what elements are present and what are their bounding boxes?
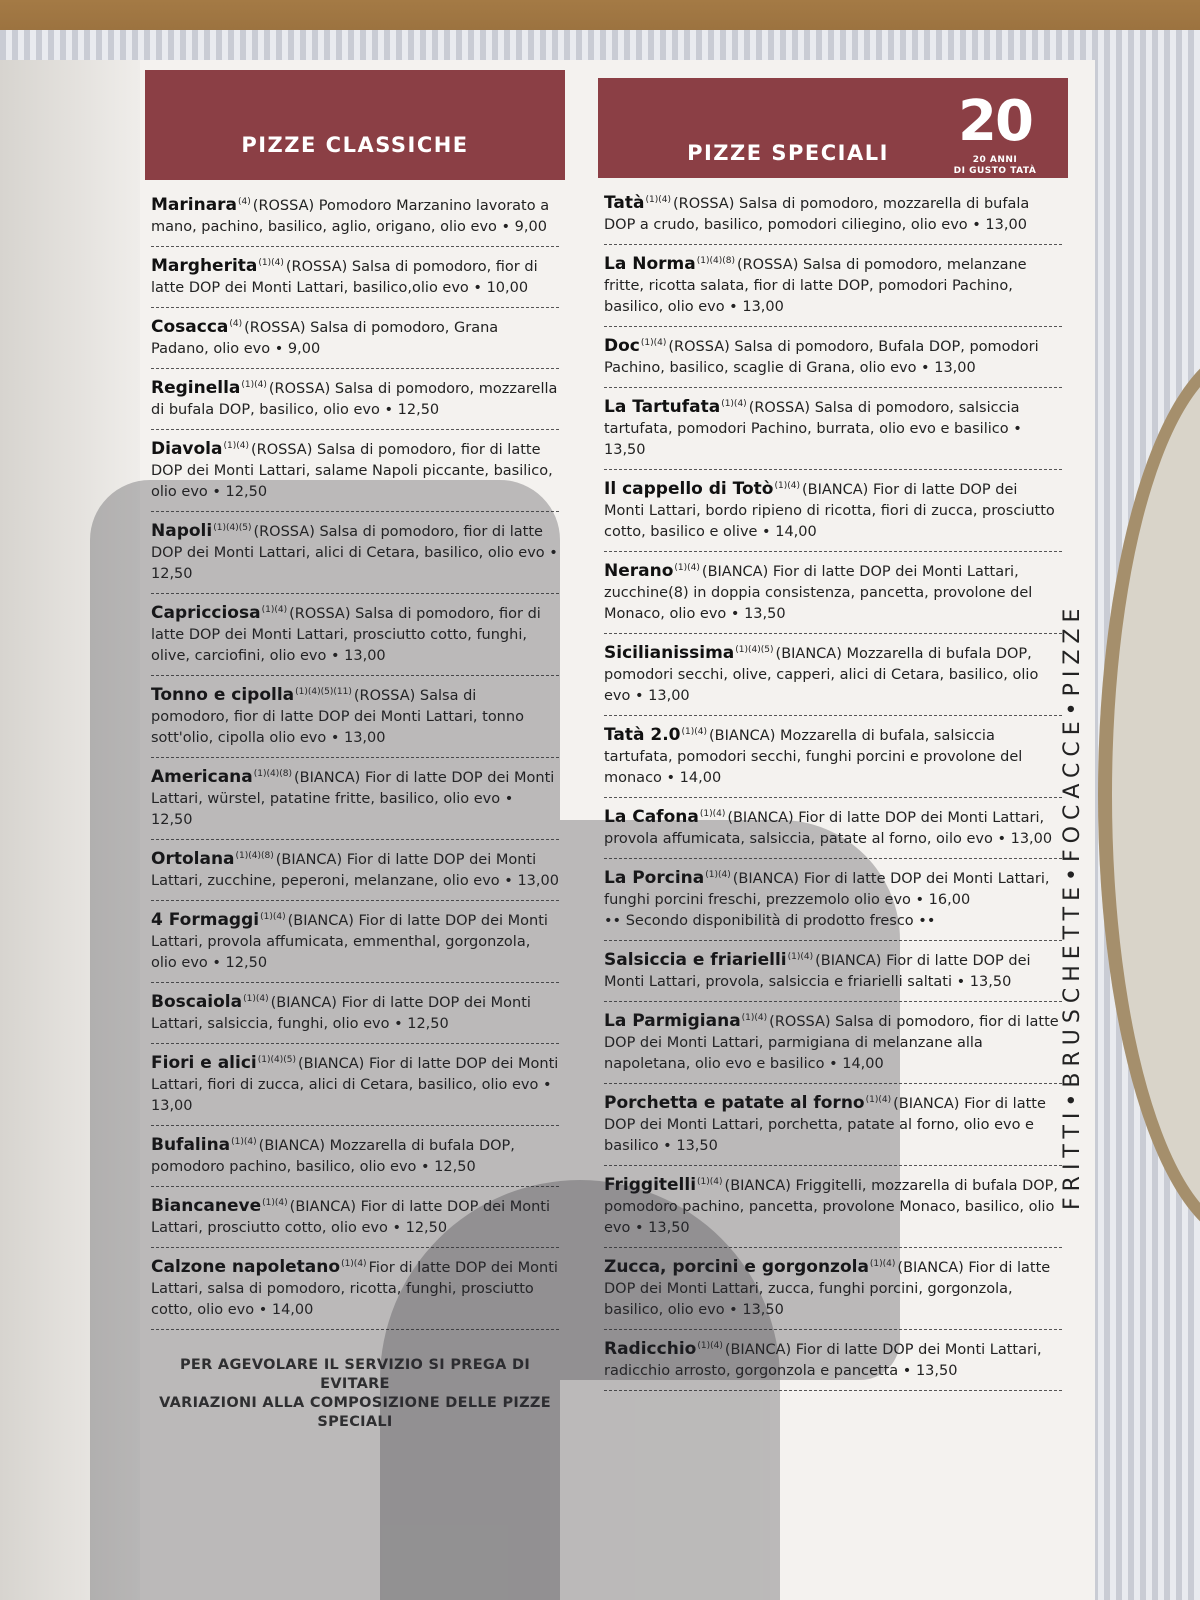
allergen-codes: (1)(4) [869,1259,896,1269]
pizza-name: Sicilianissima [604,643,735,663]
pizza-name: Calzone napoletano [151,1257,341,1277]
allergen-codes: (1)(4)(5) [735,645,774,655]
pizza-description: (ROSSA) Salsa di pomodoro, melanzane fritte, ricotta salata, fior di latte DOP, pomodori Pachino, basilico, olio evo • 13,00 [604,257,1027,315]
allergen-codes: (4) [229,319,243,329]
allergen-codes: (4) [238,197,251,207]
pizza-name: Margherita [151,256,258,276]
allergen-codes: (1)(4) [697,1341,723,1351]
pizza-description: (ROSSA) Salsa di pomodoro, fior di latte DOP dei Monti Lattari, salame Napoli piccante, basilico, olio evo • 12,50 [151,442,553,500]
pizza-name: La Porcina [604,868,705,888]
allergen-codes: (1)(4) [645,195,671,205]
allergen-codes: (1)(4) [341,1259,367,1269]
pizza-description: (BIANCA) Mozzarella di bufala, salsiccia tartufata, pomodori secchi, funghi porcini e provolone del monaco • 14,00 [604,728,1023,786]
allergen-codes: (1)(4) [697,1177,723,1187]
pizza-name: Tatà 2.0 [604,725,681,745]
allergen-codes: (1)(4) [741,1013,768,1023]
pizza-name: Reginella [151,378,241,398]
pizza-name: La Norma [604,254,696,274]
pizza-description: (ROSSA) Salsa di pomodoro, Grana Padano, olio evo • 9,00 [151,320,499,357]
pizza-name: Bufalina [151,1135,231,1155]
special-pizzas-band [598,78,1068,178]
hand-shadow [380,1180,780,1600]
pizza-description: (BIANCA) Fior di latte DOP dei Monti Lattari, porchetta, patate al forno, olio evo e basilico • 13,50 [604,1096,1046,1154]
menu-item [604,716,1062,798]
pizza-name: Cosacca [151,317,229,337]
menu-item [151,369,559,430]
pizza-description: (BIANCA) Fior di latte DOP dei Monti Lattari, provola affumicata, salsiccia, patate al forno, oilo evo • 13,00 [604,810,1053,847]
pizza-description: (BIANCA) Fior di latte DOP dei Monti Lattari, provola, salsiccia e friarielli saltati • 13,50 [604,953,1031,990]
menu-item [604,552,1062,634]
allergen-codes: (1)(4) [699,809,726,819]
allergen-codes: (1)(4) [865,1095,892,1105]
pizza-name: Boscaiola [151,992,243,1012]
allergen-codes: (1)(4) [774,481,800,491]
logo-line-1: 20 ANNI [972,155,1018,165]
menu-item [604,388,1062,470]
pizza-description: (BIANCA) Mozzarella di bufala DOP, pomodori secchi, olive, capperi, alici di Cetara, basilico, olio evo • 13,00 [604,646,1039,704]
pizza-name: Radicchio [604,1339,697,1359]
pizza-description: (ROSSA) Salsa di pomodoro, fior di latte DOP dei Monti Lattari, alici di Cetara, basilico, olio evo • 12,50 [151,524,558,582]
allergen-codes: (1)(4) [787,952,814,962]
pizza-description: (BIANCA) Fior di latte DOP dei Monti Lattari, bordo ripieno di ricotta, fiori di zucca, prosciutto cotto, basilico e olive • 14,00 [604,482,1055,540]
logo-number: 20 [958,89,1032,154]
anniversary-logo [940,89,1050,176]
menu-item [604,470,1062,552]
pizza-description: (ROSSA) Salsa di pomodoro, fior di latte DOP dei Monti Lattari, prosciutto cotto, funghi, olive, carciofini, olio evo • 13,00 [151,606,541,664]
allergen-codes: (1)(4) [681,727,708,737]
menu-item [604,634,1062,716]
allergen-codes: (1)(4) [258,258,284,268]
menu-item [604,245,1062,327]
pizza-description: (BIANCA) Fior di latte DOP dei Monti Lattari, zucchine, peperoni, melanzane, olio evo • 13,00 [151,852,559,889]
pizza-description: (ROSSA) Pomodoro Marzanino lavorato a mano, pachino, basilico, aglio, origano, olio evo • 9,00 [151,198,550,235]
allergen-codes: (1)(4) [260,912,286,922]
classic-pizzas-heading: PIZZE CLASSICHE [145,70,565,180]
allergen-codes: (1)(4) [674,563,700,573]
pizza-description: (ROSSA) Salsa di pomodoro, fior di latte DOP dei Monti Lattari, parmigiana di melanzane alla napoletana, olio evo e basilico • 14,00 [604,1014,1059,1072]
pizza-description: Fior di latte DOP dei Monti Lattari, salsa di pomodoro, ricotta, funghi, prosciutto cotto, olio evo • 14,00 [151,1260,558,1318]
allergen-codes: (1)(4) [262,1198,288,1208]
pizza-description: (BIANCA) Mozzarella di bufala DOP, pomodoro pachino, basilico, olio evo • 12,50 [151,1138,515,1175]
allergen-codes: (1)(4) [640,338,667,348]
pizza-name: Porchetta e patate al forno [604,1093,865,1113]
pizza-name: Ortolana [151,849,235,869]
pizza-description: (BIANCA) Fior di latte DOP dei Monti Lattari, funghi porcini freschi, prezzemolo olio evo • 16,00 [604,871,1050,908]
allergen-codes: (1)(4) [705,870,731,880]
pizza-name: La Tartufata [604,397,721,417]
special-pizzas-heading: PIZZE SPECIALI [687,141,889,165]
allergen-codes: (1)(4) [223,441,249,451]
pizza-description: (BIANCA) Friggitelli, mozzarella di bufala DOP, pomodoro pachino, pancetta, provolone Monaco, basilico, olio evo • 13,50 [604,1178,1059,1236]
pizza-description: (BIANCA) Fior di latte DOP dei Monti Lattari, prosciutto cotto, olio evo • 12,50 [151,1199,551,1236]
pizza-name: Capricciosa [151,603,261,623]
allergen-codes: (1)(4)(8) [696,256,735,266]
allergen-codes: (1)(4) [243,994,269,1004]
pizza-description: (ROSSA) Salsa di pomodoro, salsiccia tartufata, pomodori Pachino, burrata, olio evo e basilico • 13,50 [604,400,1022,458]
allergen-codes: (1)(4) [231,1137,257,1147]
side-category-title: FRITTI•BRUSCHETTE•FOCACCE•PIZZE [1060,602,1085,1210]
pizza-description: (BIANCA) Fior di latte DOP dei Monti Lattari, zucca, funghi porcini, gorgonzola, basilico, olio evo • 13,50 [604,1260,1051,1318]
pizza-name: Nerano [604,561,674,581]
pizza-description: (BIANCA) Fior di latte DOP dei Monti Lattari, salsiccia, funghi, olio evo • 12,50 [151,995,531,1032]
pizza-name: La Cafona [604,807,699,827]
menu-item [604,184,1062,245]
pizza-description: (BIANCA) Fior di latte DOP dei Monti Lattari, provola affumicata, emmenthal, gorgonzola, olio evo • 12,50 [151,913,548,971]
pizza-description: (ROSSA) Salsa di pomodoro, Bufala DOP, pomodori Pachino, basilico, scaglie di Grana, olio evo • 13,00 [604,339,1039,376]
allergen-codes: (1)(4)(5) [257,1055,296,1065]
pizza-description: (ROSSA) Salsa di pomodoro, mozzarella di bufala DOP a crudo, basilico, pomodori ciliegino, olio evo • 13,00 [604,196,1030,233]
pizza-description: (BIANCA) Fior di latte DOP dei Monti Lattari, fiori di zucca, alici di Cetara, basilico, olio evo • 13,00 [151,1056,559,1114]
pizza-name: Tatà [604,193,645,213]
footnote-line-2: VARIAZIONI ALLA COMPOSIZIONE DELLE PIZZE SPECIALI [159,1395,551,1430]
pizza-name: Tonno e cipolla [151,685,295,705]
allergen-codes: (1)(4) [721,399,747,409]
menu-item [604,327,1062,388]
pizza-name: Napoli [151,521,213,541]
pizza-name: Diavola [151,439,223,459]
pizza-name: Fiori e alici [151,1053,257,1073]
allergen-codes: (1)(4)(5) [213,523,252,533]
pizza-name: Marinara [151,195,238,215]
allergen-codes: (1)(4)(5)(11) [295,687,352,697]
pizza-description: (ROSSA) Salsa di pomodoro, fior di latte DOP dei Monti Lattari, basilico,olio evo • 10,00 [151,259,538,296]
footnote-line-1: PER AGEVOLARE IL SERVIZIO SI PREGA DI EVITARE [179,1357,531,1392]
logo-line-2: DI GUSTO TATÀ [953,166,1037,176]
pizza-name: Doc [604,336,640,356]
menu-item [151,308,559,369]
pizza-description: (BIANCA) Fior di latte DOP dei Monti Lattari, zucchine(8) in doppia consistenza, pancetta, provolone del Monaco, olio evo • 13,50 [604,564,1033,622]
pizza-name: Salsiccia e friarielli [604,950,787,970]
allergen-codes: (1)(4) [261,605,288,615]
availability-note: •• Secondo disponibilità di prodotto fresco •• [604,913,936,929]
pizza-name: 4 Formaggi [151,910,260,930]
menu-item [151,247,559,308]
pizza-description: (BIANCA) Fior di latte DOP dei Monti Lattari, radicchio arrosto, gorgonzola e pancetta • 13,50 [604,1342,1042,1379]
pizza-name: La Parmigiana [604,1011,741,1031]
pizza-name: Biancaneve [151,1196,262,1216]
pizza-name: Zucca, porcini e gorgonzola [604,1257,869,1277]
pizza-name: Americana [151,767,253,787]
menu-item [151,186,559,247]
pizza-name: Il cappello di Totò [604,479,774,499]
pizza-description: (ROSSA) Salsa di pomodoro, mozzarella di bufala DOP, basilico, olio evo • 12,50 [151,381,558,418]
allergen-codes: (1)(4)(8) [235,851,274,861]
pizza-name: Friggitelli [604,1175,697,1195]
pizza-description: (BIANCA) Fior di latte DOP dei Monti Lattari, würstel, patatine fritte, basilico, olio evo • 12,50 [151,770,555,828]
pizza-description: (ROSSA) Salsa di pomodoro, fior di latte DOP dei Monti Lattari, tonno sott'olio, cipolla olio evo • 13,00 [151,688,524,746]
allergen-codes: (1)(4)(8) [253,769,292,779]
allergen-codes: (1)(4) [241,380,267,390]
